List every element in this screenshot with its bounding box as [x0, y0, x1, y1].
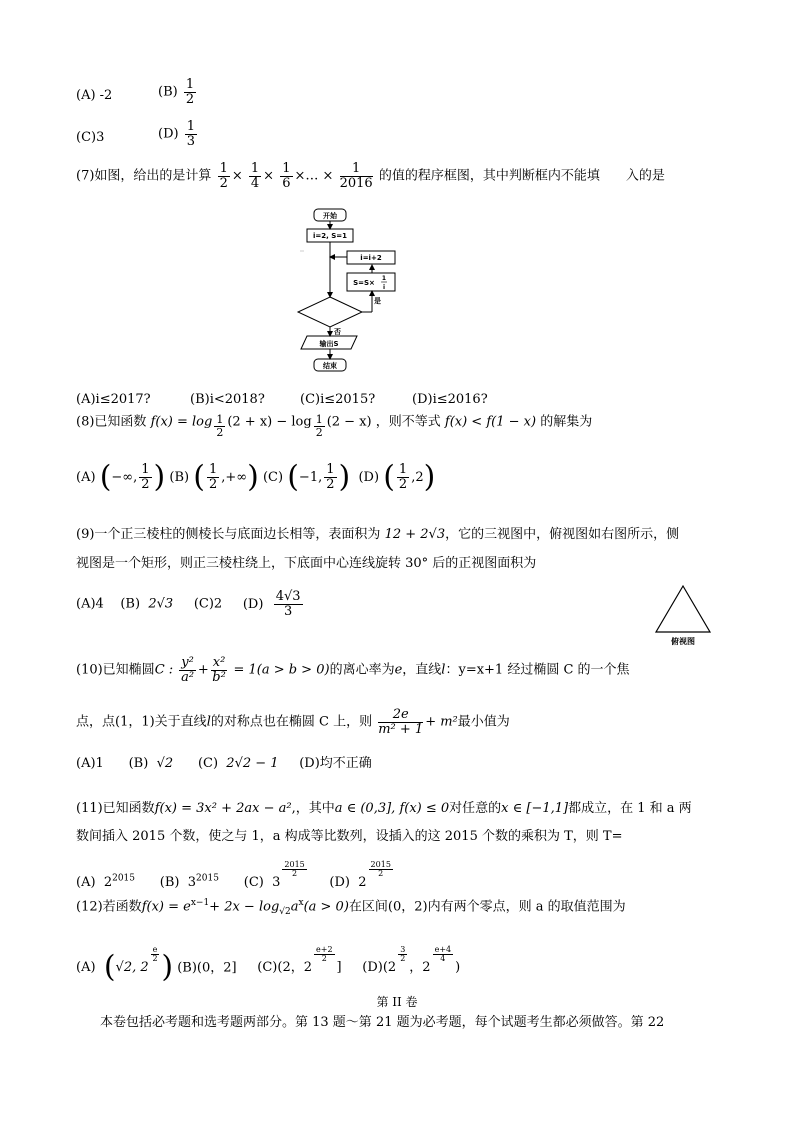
flow-no-label: 否	[334, 328, 341, 336]
flow-inc-label: i=i+2	[360, 254, 382, 262]
flow-output-label: 输出S	[319, 340, 339, 348]
q7-option-b: (B)i<2018?	[190, 392, 265, 407]
q12-options	[76, 946, 460, 983]
q10-options	[76, 756, 372, 772]
q10-stem-line2: 点，点(1，1)关于直线l的对称点也在椭圆 C 上，则 $\frac{2e}{\text{m² + 1}}$ + m²最小值为	[76, 707, 510, 737]
q11-stem-line2: 数间插入 2015 个数，使之与 1，a 构成等比数列，设插入的这 2015 个数的乘积为 T，则 T=	[76, 829, 623, 844]
q10-option-d: (D)均不正确	[299, 756, 372, 771]
q10-option-b: (B) √2	[128, 756, 174, 771]
q11-option-d: (D) 2 $\frac{2015}{2}$	[329, 860, 391, 891]
q8-stem: (8)已知函数 f(x) = log $\frac{1}{2}$ (2 + x) − log $\frac{1}{2}$ (2 − x) ，则不等式 f(x) < f(1 − x) 的解集为	[76, 413, 593, 439]
q11-option-b: (B) $3^{2015}$	[159, 874, 219, 891]
q9-options	[76, 590, 305, 618]
q11-option-c: (C) 3 $\frac{2015}{2}$	[243, 860, 305, 891]
q12-option-d: (D)(2 $\frac{3}{2}$ ，2 $\frac{e+4}{4}$ )	[362, 945, 461, 976]
q8-options	[76, 459, 436, 494]
flow-end-label: 结束	[323, 362, 337, 370]
q12-option-a: (A) (√2, 2 $\frac{e}{2}$ )	[76, 945, 174, 985]
q9-option-b: (B) 2√3	[120, 596, 174, 612]
q8-option-b: (B) ( $\frac{1}{2}$ ,+∞)	[169, 459, 259, 494]
q6-option-a: (A) -2	[76, 88, 113, 103]
q12-option-c: (C)(2，2 $\frac{e+2}{2}$ ]	[257, 945, 342, 976]
q9-stem-line1: (9)一个正三棱柱的侧棱长与底面边长相等，表面积为 12 + 2√3，它的三视图中，俯视图如右图所示，侧	[76, 527, 680, 542]
flow-init-label: i=2, S=1	[312, 232, 348, 240]
flow-update-den: i	[382, 284, 386, 291]
q8-option-c: (C) (−1, $\frac{1}{2}$ )	[262, 459, 351, 494]
q7-option-d: (D)i≤2016?	[412, 392, 488, 407]
q11-options	[76, 861, 395, 891]
q12-stem: (12)若函数$f(x) = e^{x-1}+ 2x - \log_{√2}a^x(a > 0)$在区间(0，2)内有两个零点，则 a 的取值范围为	[76, 898, 626, 917]
q6-option-b: (B) $\frac{1}{2}$	[158, 77, 195, 107]
q11-stem-line1: (11)已知函数f(x) = 3x² + 2ax − a²,，其中a ∈ (0,3], f(x) ≤ 0对任意的x ∈ [−1,1]都成立，在 1 和 a 两	[76, 801, 692, 816]
q9-option-a: (A)4	[76, 596, 104, 612]
q9-triangle	[656, 586, 710, 632]
q10-option-c: (C) 2√2 − 1	[197, 756, 279, 771]
q9-option-d: (D) $\frac{4√3}{3}$	[242, 589, 301, 619]
flow-update-label: S=S×	[353, 279, 375, 287]
q7-flowchart	[290, 205, 400, 375]
q9-top-view-figure	[650, 582, 716, 648]
q7-option-c: (C)i≤2015?	[300, 392, 376, 407]
flow-yes-label: 是	[374, 297, 381, 305]
q9-option-c: (C)2	[193, 596, 223, 612]
flow-update-num: 1	[381, 275, 387, 282]
q6-option-c: (C)3	[76, 130, 105, 145]
q10-option-a: (A)1	[76, 756, 104, 771]
q9-fig-label: 俯视图	[671, 637, 695, 646]
q9-stem-line2: 视图是一个矩形，则正三棱柱绕上，下底面中心连线旋转 30° 后的正视图面积为	[76, 556, 537, 571]
part2-intro: 本卷包括必考题和选考题两部分。第 13 题～第 21 题为必考题，每个试题考生都必须做答。第 22	[100, 1015, 665, 1030]
q11-option-a: (A) $2^{2015}$	[76, 874, 135, 891]
q7-stem: (7)如图，给出的是计算 $\frac{1}{2}$ × $\frac{1}{4}$ × $\frac{1}{6}$ ×… × $\frac{1}{2016}$ 的值的程序框图，其中判断框内不能填 入的是	[76, 161, 665, 191]
q12-option-b: (B)(0，2]	[177, 960, 237, 976]
q7-option-a: (A)i≤2017?	[76, 392, 151, 407]
q10-stem-line1: (10)已知椭圆C : $\frac{\text{y²}}{\text{a²}}$ + $\frac{\text{x²}}{\text{b²}}$ = 1(a > b > 0)的离心率为e，直线l：y=x+1 经过椭圆 C 的一个焦	[76, 655, 630, 685]
q8-option-d: (D) ( $\frac{1}{2}$ ,2)	[358, 459, 436, 494]
part2-title: 第 II 卷	[376, 995, 418, 1009]
flow-decision-diamond	[298, 297, 362, 327]
q8-option-a: (A) (−∞, $\frac{1}{2}$ )	[76, 459, 166, 494]
flow-start-label: 开始	[323, 212, 337, 220]
q6-option-d: (D) $\frac{1}{3}$	[158, 119, 195, 149]
